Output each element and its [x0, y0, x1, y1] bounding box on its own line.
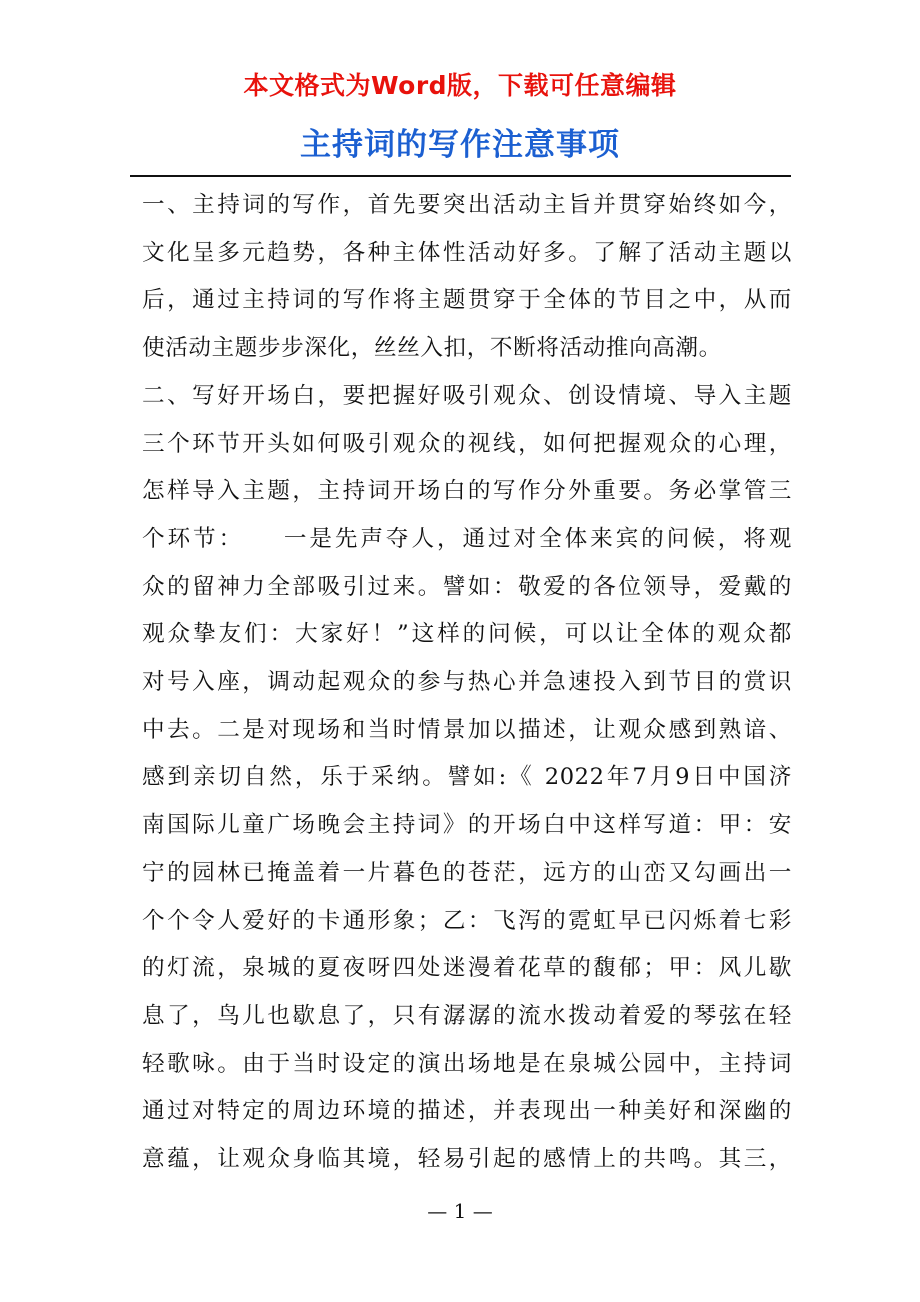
title-divider — [130, 175, 791, 177]
document-title: 主持词的写作注意事项 — [300, 127, 620, 163]
body-line: 三个环节开头如何吸引观众的视线，如何把握观众的心理， — [142, 430, 792, 457]
document-body — [142, 182, 792, 1184]
body-line: 的灯流，泉城的夏夜呀四处迷漫着花草的馥郁；甲：风儿歇 — [142, 955, 792, 982]
body-line: 息了，鸟儿也歇息了，只有潺潺的流水拨动着爱的琴弦在轻 — [142, 1002, 792, 1029]
body-line: 通过对特定的周边环境的描述，并表现出一种美好和深幽的 — [142, 1098, 792, 1125]
body-line: 感到亲切自然，乐于采纳。譬如:《 2022年7月9日中国济 — [142, 764, 792, 791]
body-line: 后，通过主持词的写作将主题贯穿于全体的节目之中，从而 — [142, 287, 792, 314]
body-line: 中去。二是对现场和当时情景加以描述，让观众感到熟谙、 — [142, 716, 792, 743]
body-line: 个环节： 一是先声夺人，通过对全体来宾的问候，将观 — [142, 525, 792, 552]
body-line: 众的留神力全部吸引过来。譬如：敬爱的各位领导，爱戴的 — [142, 573, 792, 600]
body-line: 一、主持词的写作，首先要突出活动主旨并贯穿始终如今， — [142, 192, 792, 218]
body-line: 二、写好开场白，要把握好吸引观众、创设情境、导入主题 — [142, 382, 792, 409]
format-banner: 本文格式为Word版，下载可任意编辑 — [243, 71, 677, 100]
body-line: 个个令人爱好的卡通形象；乙：飞泻的霓虹早已闪烁着七彩 — [142, 907, 792, 934]
body-line: 使活动主题步步深化，丝丝入扣，不断将活动推向高潮。 — [142, 335, 722, 362]
body-line: 文化呈多元趋势，各种主体性活动好多。了解了活动主题以 — [142, 239, 792, 266]
page-number: — 1 — — [427, 1199, 493, 1223]
body-line: 对号入座，调动起观众的参与热心并急速投入到节目的赏识 — [142, 669, 792, 696]
body-line: 宁的园林已掩盖着一片暮色的苍茫，远方的山峦又勾画出一 — [142, 859, 792, 886]
body-line: 观众挚友们：大家好！”这样的问候，可以让全体的观众都 — [142, 621, 792, 648]
body-line: 轻歌咏。由于当时设定的演出场地是在泉城公园中，主持词 — [142, 1050, 792, 1077]
body-line: 意蕴，让观众身临其境，轻易引起的感情上的共鸣。其三， — [142, 1146, 792, 1173]
body-line: 怎样导入主题，主持词开场白的写作分外重要。务必掌管三 — [142, 478, 792, 505]
body-line: 南国际儿童广场晚会主持词》的开场白中这样写道：甲：安 — [142, 812, 792, 839]
